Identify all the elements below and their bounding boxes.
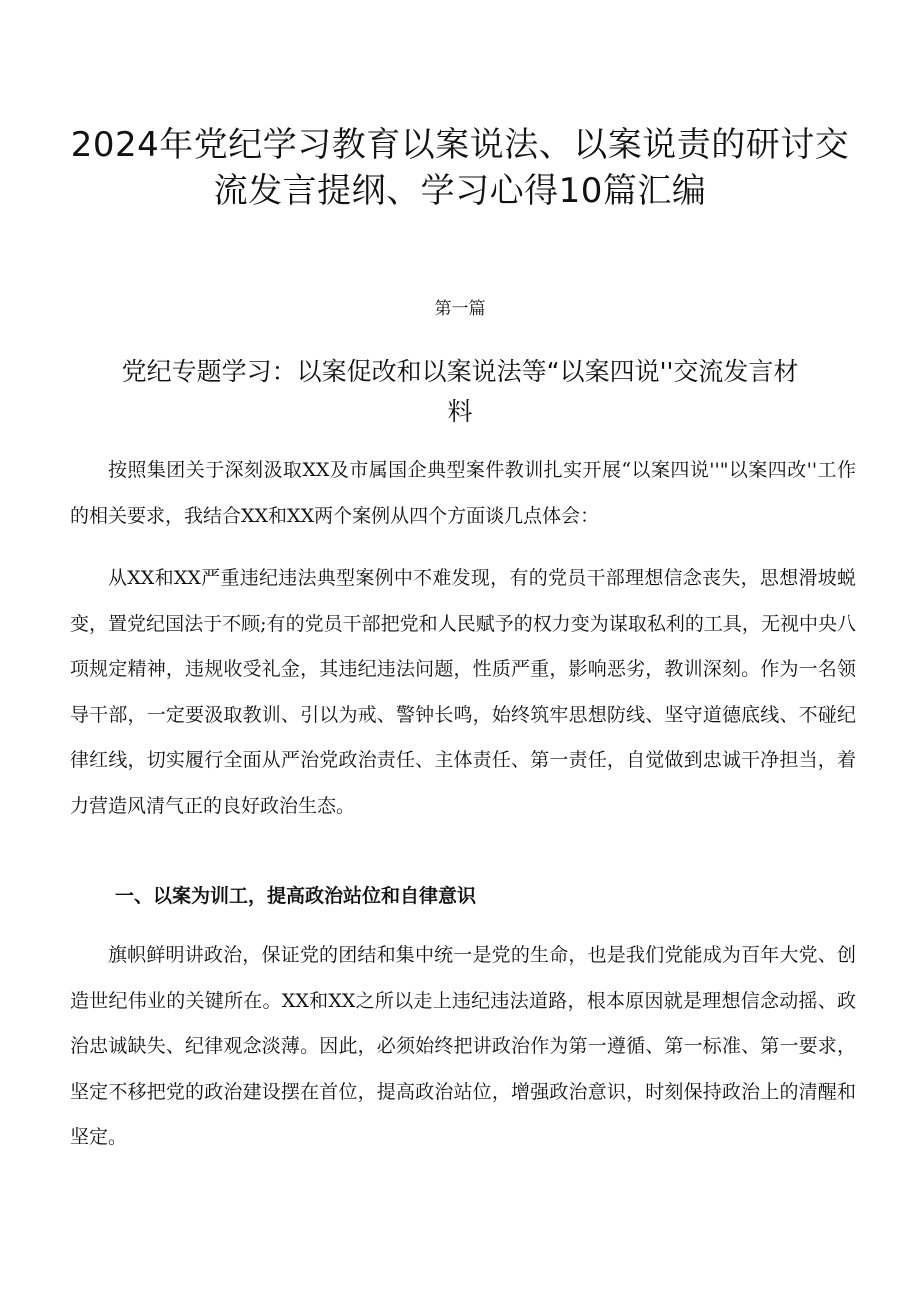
body-paragraph-after-heading: 旗帜鲜明讲政治，保证党的团结和集中统一是党的生命，也是我们党能成为百年大党、创造世纪伟业的关键所在。XX和XX之所以走上违纪违法道路，根本原因就是理想信念动摇、政治忠诚缺失、纪律观念淡薄。因此，必须始终把讲政治作为第一遵循、第一标准、第一要求，坚定不移把党的政治建设摆在首位，提高政治站位，增强政治意识，时刻保持政治上的清醒和坚定。 <box>70 944 856 1148</box>
section-heading-1: 一、以案为训工，提高政治站位和自律意识 <box>115 885 477 907</box>
intro-paragraph: 按照集团关于深刻汲取XX及市属国企典型案件教训扎实开展“以案四说''"以案四改''工作的相关要求，我结合XX和XX两个案例从四个方面谈几点体会： <box>70 459 856 527</box>
section-label: 第一篇 <box>434 299 486 319</box>
document-title: 2024年党纪学习教育以案说法、以案说责的研讨交流发言提纲、学习心得10篇汇编 <box>70 125 850 211</box>
article-subtitle: 党纪专题学习：以案促改和以案说法等“以案四说''交流发言材料 <box>121 357 799 426</box>
body-paragraph: 从XX和XX严重违纪违法典型案例中不难发现，有的党员干部理想信念丧失，思想滑坡蜕变，置党纪国法于不顾;有的党员干部把党和人民赋予的权力变为谋取私利的工具，无视中央八项规定精神，违规收受礼金，其违纪违法问题，性质严重，影响恶劣，教训深刻。作为一名领导干部，一定要汲取教训、引以为戒、警钟长鸣，始终筑牢思想防线、坚守道德底线、不碰纪律红线，切实履行全面从严治党政治责任、主体责任、第一责任，自觉做到忠诚干净担当，着力营造风清气正的良好政治生态。 <box>70 567 856 817</box>
